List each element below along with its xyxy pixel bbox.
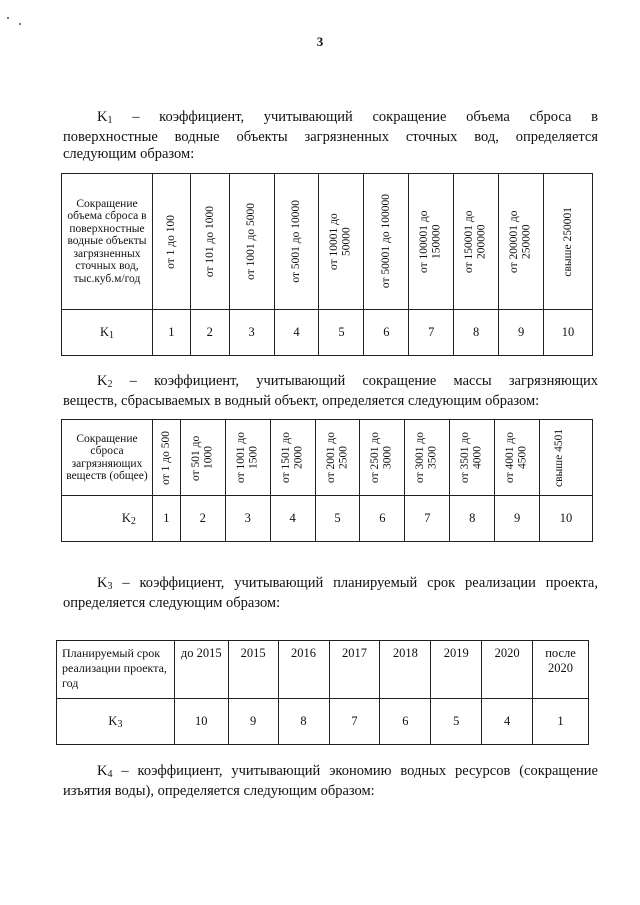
k4-dash: – xyxy=(121,763,129,779)
k2-value-9: 9 xyxy=(495,496,540,542)
k3-value-7: 4 xyxy=(482,699,533,745)
k3-value-6: 5 xyxy=(431,699,482,745)
k3-col-4: 2017 xyxy=(329,641,380,699)
k1-col-1: от 1 до 100 xyxy=(152,174,190,310)
k3-table xyxy=(56,640,589,745)
k2-col-10: свыше 4501 xyxy=(540,420,593,496)
k1-text-1: коэффициент, учитывающий сокращение объема сброса в xyxy=(159,109,598,125)
k3-row-label: $K_3$ xyxy=(57,699,175,745)
k1-col-9: от 200001 до 250000 xyxy=(499,174,544,310)
k2-table xyxy=(61,419,593,542)
k3-col-3: 2016 xyxy=(278,641,329,699)
k3-col-5: 2018 xyxy=(380,641,431,699)
k1-value-7: 7 xyxy=(409,310,454,356)
k2-value-row xyxy=(62,496,593,542)
k2-value-1: 1 xyxy=(152,496,180,542)
k2-value-7: 7 xyxy=(405,496,450,542)
k4-subscript: 4 xyxy=(107,769,113,780)
k1-col-2: от 101 до 1000 xyxy=(190,174,229,310)
k2-col-1: от 1 до 500 xyxy=(152,420,180,496)
k2-col-3: от 1001 до 1500 xyxy=(225,420,270,496)
k2-col-9: от 4001 до 4500 xyxy=(495,420,540,496)
k2-value-4: 4 xyxy=(270,496,315,542)
k3-header-label: Планируемый срок реализации проекта, год xyxy=(57,641,175,699)
k3-value-5: 6 xyxy=(380,699,431,745)
k2-symbol: K xyxy=(97,373,108,389)
k2-header-row xyxy=(62,420,593,496)
k2-col-8: от 3501 до 4000 xyxy=(450,420,495,496)
k3-subscript: 3 xyxy=(107,581,113,592)
k2-value-2: 2 xyxy=(180,496,225,542)
k4-paragraph xyxy=(63,763,598,800)
k3-value-3: 8 xyxy=(278,699,329,745)
k3-value-8: 1 xyxy=(533,699,589,745)
scan-speck xyxy=(19,23,21,25)
page-number: 3 xyxy=(316,34,324,49)
k1-line-1 xyxy=(63,109,598,129)
k2-text-1: коэффициент, учитывающий сокращение массы загрязняющих xyxy=(154,373,599,389)
k3-col-2: 2015 xyxy=(228,641,278,699)
k1-col-7: от 100001 до 150000 xyxy=(409,174,454,310)
k3-line-1 xyxy=(63,575,598,595)
k1-header-row xyxy=(62,174,593,310)
k3-col-7: 2020 xyxy=(482,641,533,699)
k1-table xyxy=(61,173,593,356)
k3-line-2: определяется следующим образом: xyxy=(63,595,281,611)
k1-line-3: следующим образом: xyxy=(63,146,195,162)
k1-subscript: 1 xyxy=(107,115,113,126)
k3-value-row xyxy=(57,699,589,745)
k1-value-9: 9 xyxy=(499,310,544,356)
k3-symbol: K xyxy=(97,575,108,591)
k1-col-5: от 10001 до 50000 xyxy=(319,174,364,310)
k1-col-4: от 5001 до 10000 xyxy=(274,174,319,310)
k2-col-5: от 2001 до 2500 xyxy=(315,420,360,496)
k1-dash: – xyxy=(132,109,140,125)
k1-value-5: 5 xyxy=(319,310,364,356)
k2-col-6: от 2501 до 3000 xyxy=(360,420,405,496)
k1-value-2: 2 xyxy=(190,310,229,356)
k2-value-5: 5 xyxy=(315,496,360,542)
k1-value-6: 6 xyxy=(364,310,409,356)
k3-col-6: 2019 xyxy=(431,641,482,699)
k2-col-7: от 3001 до 3500 xyxy=(405,420,450,496)
k1-col-6: от 50001 до 100000 xyxy=(364,174,409,310)
k4-line-1 xyxy=(63,763,598,783)
k2-col-2: от 501 до 1000 xyxy=(180,420,225,496)
k3-value-2: 9 xyxy=(228,699,278,745)
k3-value-1: 10 xyxy=(174,699,228,745)
k3-header-row xyxy=(57,641,589,699)
k1-symbol: K xyxy=(97,109,108,125)
k3-dash: – xyxy=(122,575,130,591)
k1-col-3: от 1001 до 5000 xyxy=(229,174,274,310)
k2-subscript: 2 xyxy=(107,379,113,390)
k2-dash: – xyxy=(129,373,137,389)
k1-row-label: $K_1$ xyxy=(62,310,153,356)
k2-line-2: веществ, сбрасываемых в водный объект, определяется следующим образом: xyxy=(63,393,540,409)
k4-line-2: изъятия воды), определяется следующим образом: xyxy=(63,783,375,799)
k1-header-label: Сокращение объема сброса в поверхностные водные объекты загрязненных сточных вод, тыс.куб.м/год xyxy=(62,174,153,310)
k1-value-3: 3 xyxy=(229,310,274,356)
k3-text-1: коэффициент, учитывающий планируемый срок реализации проекта, xyxy=(139,575,598,591)
k2-header-label: Сокращение сброса загрязняющих веществ (общее) xyxy=(62,420,153,496)
k4-text-1: коэффициент, учитывающий экономию водных ресурсов (сокращение xyxy=(137,763,598,779)
k2-value-6: 6 xyxy=(360,496,405,542)
k2-row-label: $K_2$ xyxy=(62,496,153,542)
k3-paragraph xyxy=(63,575,598,612)
k1-value-4: 4 xyxy=(274,310,319,356)
k2-value-10: 10 xyxy=(540,496,593,542)
k3-col-1: до 2015 xyxy=(174,641,228,699)
k1-value-row xyxy=(62,310,593,356)
k2-col-4: от 1501 до 2000 xyxy=(270,420,315,496)
k1-value-10: 10 xyxy=(544,310,593,356)
k2-line-1 xyxy=(63,373,598,393)
k1-value-8: 8 xyxy=(454,310,499,356)
k4-symbol: K xyxy=(97,763,108,779)
k1-col-10: свыше 250001 xyxy=(544,174,593,310)
k1-line-2: поверхностные водные объекты загрязненных сточных вод, определяется xyxy=(63,129,598,145)
k3-value-4: 7 xyxy=(329,699,380,745)
k1-value-1: 1 xyxy=(152,310,190,356)
k2-value-8: 8 xyxy=(450,496,495,542)
k2-paragraph xyxy=(63,373,598,410)
scan-speck xyxy=(7,17,9,19)
k3-col-8: после 2020 xyxy=(533,641,589,699)
k2-value-3: 3 xyxy=(225,496,270,542)
k1-col-8: от 150001 до 200000 xyxy=(454,174,499,310)
k1-paragraph xyxy=(63,109,598,163)
